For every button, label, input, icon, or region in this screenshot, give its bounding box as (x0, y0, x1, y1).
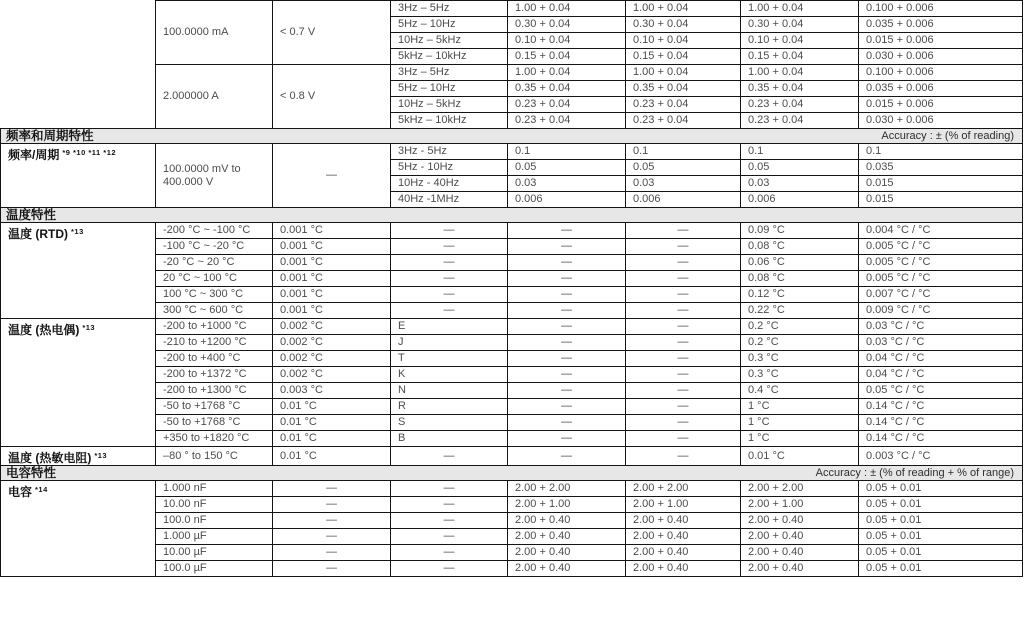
no-value-dash: — (391, 271, 508, 287)
frequency-range-cell: 3Hz - 5Hz (391, 144, 508, 160)
no-value-dash: — (626, 239, 741, 255)
no-value-dash: — (508, 415, 626, 431)
no-value-dash: — (626, 351, 741, 367)
range-cell: -210 to +1200 °C (156, 335, 273, 351)
no-value-dash: — (626, 447, 741, 466)
table-cell: 0.001 °C (273, 255, 391, 271)
no-value-dash: — (508, 255, 626, 271)
range-cell: 1.000 nF (156, 481, 273, 497)
table-cell: 0.002 °C (273, 319, 391, 335)
table-cell: 0.04 °C / °C (859, 351, 1023, 367)
thermocouple-type-cell: B (391, 431, 508, 447)
no-value-dash: — (626, 319, 741, 335)
no-value-dash: — (626, 415, 741, 431)
no-value-dash: — (508, 271, 626, 287)
table-cell: 0.15 + 0.04 (626, 49, 741, 65)
no-value-dash: — (508, 303, 626, 319)
table-cell: 1 °C (741, 399, 859, 415)
table-cell: 0.004 °C / °C (859, 223, 1023, 239)
table-row (1, 481, 1023, 497)
table-row (1, 447, 1023, 466)
table-cell: 2.00 + 0.40 (741, 561, 859, 577)
table-cell: 0.06 °C (741, 255, 859, 271)
table-cell: 0.01 °C (273, 431, 391, 447)
table-cell: 2.00 + 0.40 (508, 561, 626, 577)
table-row (1, 223, 1023, 239)
table-cell: 1 °C (741, 415, 859, 431)
section-band-content (6, 467, 1017, 480)
table-cell: 1.00 + 0.04 (741, 65, 859, 81)
no-value-dash: — (508, 223, 626, 239)
table-cell: 0.035 + 0.006 (859, 81, 1023, 97)
table-cell: 0.01 °C (741, 447, 859, 466)
footnote-ref: *14 (35, 485, 48, 494)
table-cell: 0.015 (859, 176, 1023, 192)
table-cell: 0.003 °C / °C (859, 447, 1023, 466)
table-cell: 0.05 (741, 160, 859, 176)
no-value-dash: — (508, 447, 626, 466)
frequency-range-cell: 3Hz – 5Hz (391, 65, 508, 81)
no-value-dash: — (626, 255, 741, 271)
range-cell: 100 °C ~ 300 °C (156, 287, 273, 303)
no-value-dash: — (626, 367, 741, 383)
table-cell: 0.001 °C (273, 223, 391, 239)
table-cell: 0.015 + 0.006 (859, 97, 1023, 113)
section-title: 频率和周期特性 (6, 128, 94, 143)
table-cell: 1.00 + 0.04 (508, 65, 626, 81)
no-value-dash: — (626, 287, 741, 303)
table-cell: 0.15 + 0.04 (741, 49, 859, 65)
no-value-dash: — (391, 255, 508, 271)
table-cell: 0.05 + 0.01 (859, 513, 1023, 529)
frequency-range-cell: 5kHz – 10kHz (391, 113, 508, 129)
table-cell: 0.1 (741, 144, 859, 160)
table-cell: 0.23 + 0.04 (626, 97, 741, 113)
table-cell: 0.2 °C (741, 335, 859, 351)
table-cell: 2.00 + 0.40 (741, 513, 859, 529)
thermocouple-type-cell: N (391, 383, 508, 399)
no-value-dash: — (508, 383, 626, 399)
section-band-cell (1, 466, 1023, 481)
row-label: 温度 (RTD) $^{*13}$ (1, 223, 156, 319)
table-cell: 0.03 °C / °C (859, 335, 1023, 351)
table-cell: 2.00 + 0.40 (626, 545, 741, 561)
table-cell: 0.05 + 0.01 (859, 481, 1023, 497)
no-value-dash: — (273, 481, 391, 497)
range-cell: -50 to +1768 °C (156, 399, 273, 415)
no-value-dash: — (626, 383, 741, 399)
table-cell: 0.23 + 0.04 (508, 113, 626, 129)
table-cell: 0.05 + 0.01 (859, 497, 1023, 513)
table-cell: 0.10 + 0.04 (741, 33, 859, 49)
table-cell: 0.002 °C (273, 335, 391, 351)
section-band-cell (1, 208, 1023, 223)
table-cell: 0.001 °C (273, 303, 391, 319)
table-cell: 0.35 + 0.04 (741, 81, 859, 97)
table-cell: 0.1 (626, 144, 741, 160)
table-cell: 0.05 + 0.01 (859, 529, 1023, 545)
table-cell: 2.00 + 0.40 (626, 513, 741, 529)
table-cell: 0.003 °C (273, 383, 391, 399)
table-cell: 0.035 + 0.006 (859, 17, 1023, 33)
table-cell: 0.35 + 0.04 (626, 81, 741, 97)
table-cell: 0.30 + 0.04 (626, 17, 741, 33)
no-value-dash: — (391, 447, 508, 466)
section-band-row (1, 466, 1023, 481)
no-value-dash: — (391, 529, 508, 545)
no-value-dash: — (273, 513, 391, 529)
table-cell: 0.23 + 0.04 (626, 113, 741, 129)
frequency-range-cell: 40Hz -1MHz (391, 192, 508, 208)
table-cell: 0.002 °C (273, 367, 391, 383)
frequency-range-cell: 10Hz – 5kHz (391, 33, 508, 49)
table-cell: 0.4 °C (741, 383, 859, 399)
table-cell: 0.1 (508, 144, 626, 160)
table-cell: 2.00 + 0.40 (741, 545, 859, 561)
table-cell: 0.005 °C / °C (859, 239, 1023, 255)
table-cell: 0.100 + 0.006 (859, 65, 1023, 81)
footnote-ref: *9 *10 *11 *12 (62, 148, 117, 157)
no-value-dash: — (391, 303, 508, 319)
table-cell: 0.14 °C / °C (859, 399, 1023, 415)
empty-continuation-cell (1, 1, 156, 129)
table-cell: 0.2 °C (741, 319, 859, 335)
table-cell: 0.006 (741, 192, 859, 208)
table-cell: 2.00 + 2.00 (508, 481, 626, 497)
no-value-dash: — (391, 561, 508, 577)
range-cell: -200 to +1000 °C (156, 319, 273, 335)
table-cell: 2.00 + 2.00 (741, 481, 859, 497)
frequency-range-cell: 10Hz – 5kHz (391, 97, 508, 113)
no-value-dash: — (273, 561, 391, 577)
frequency-range-cell: 10Hz - 40Hz (391, 176, 508, 192)
table-cell: 0.009 °C / °C (859, 303, 1023, 319)
table-cell: 0.001 °C (273, 287, 391, 303)
table-cell: 0.015 + 0.006 (859, 33, 1023, 49)
table-cell: 0.030 + 0.006 (859, 113, 1023, 129)
table-cell: 0.08 °C (741, 271, 859, 287)
row-label: 电容 $^{*14}$ (1, 481, 156, 577)
no-value-dash: — (391, 481, 508, 497)
frequency-range-cell: 5Hz – 10Hz (391, 17, 508, 33)
table-row (1, 319, 1023, 335)
thermocouple-type-cell: J (391, 335, 508, 351)
burden-voltage-cell: < 0.7 V (273, 1, 391, 65)
row-label: 温度 (热电偶) $^{*13}$ (1, 319, 156, 447)
table-cell: 0.08 °C (741, 239, 859, 255)
table-cell: 0.01 °C (273, 447, 391, 466)
table-cell: 2.00 + 0.40 (741, 529, 859, 545)
table-cell: 0.005 °C / °C (859, 271, 1023, 287)
footnote-ref: *13 (82, 323, 96, 332)
table-cell: 0.002 °C (273, 351, 391, 367)
frequency-range-cell: 5Hz - 10Hz (391, 160, 508, 176)
table-cell: 0.09 °C (741, 223, 859, 239)
table-cell: 0.001 °C (273, 271, 391, 287)
table-cell: 2.00 + 1.00 (508, 497, 626, 513)
table-row (1, 1, 1023, 17)
table-cell: 0.05 + 0.01 (859, 561, 1023, 577)
table-cell: 0.30 + 0.04 (508, 17, 626, 33)
table-cell: 0.03 (741, 176, 859, 192)
table-cell: 0.15 + 0.04 (508, 49, 626, 65)
range-cell: 100.0000 mV to 400.000 V (156, 144, 273, 208)
no-value-dash: — (273, 144, 391, 208)
no-value-dash: — (508, 335, 626, 351)
section-band-content (6, 130, 1017, 143)
thermocouple-type-cell: K (391, 367, 508, 383)
no-value-dash: — (391, 497, 508, 513)
range-cell: -200 °C ~ -100 °C (156, 223, 273, 239)
row-label: 频率/周期 $^{*9 *10 *11 *12}$ (1, 144, 156, 208)
section-band-content (6, 209, 1017, 222)
table-cell: 2.00 + 0.40 (508, 545, 626, 561)
no-value-dash: — (391, 239, 508, 255)
section-band-row (1, 129, 1023, 144)
table-cell: 0.04 °C / °C (859, 367, 1023, 383)
row-label: 温度 (热敏电阻) $^{*13}$ (1, 447, 156, 466)
no-value-dash: — (273, 545, 391, 561)
table-cell: 1.00 + 0.04 (508, 1, 626, 17)
table-cell: 0.030 + 0.006 (859, 49, 1023, 65)
table-cell: 0.12 °C (741, 287, 859, 303)
table-cell: 0.3 °C (741, 367, 859, 383)
range-cell: 2.000000 A (156, 65, 273, 129)
table-cell: 0.3 °C (741, 351, 859, 367)
table-cell: 2.00 + 1.00 (626, 497, 741, 513)
table-cell: 0.005 °C / °C (859, 255, 1023, 271)
table-cell: 0.05 (626, 160, 741, 176)
spec-table-body (1, 1, 1023, 577)
table-cell: 0.10 + 0.04 (508, 33, 626, 49)
table-cell: 0.035 (859, 160, 1023, 176)
no-value-dash: — (391, 223, 508, 239)
range-cell: -200 to +400 °C (156, 351, 273, 367)
table-cell: 0.05 (508, 160, 626, 176)
no-value-dash: — (626, 303, 741, 319)
table-cell: 2.00 + 1.00 (741, 497, 859, 513)
table-cell: 2.00 + 0.40 (626, 529, 741, 545)
thermocouple-type-cell: E (391, 319, 508, 335)
no-value-dash: — (508, 239, 626, 255)
table-row (1, 144, 1023, 160)
table-cell: 0.03 °C / °C (859, 319, 1023, 335)
table-cell: 0.22 °C (741, 303, 859, 319)
table-cell: 0.006 (508, 192, 626, 208)
no-value-dash: — (626, 335, 741, 351)
no-value-dash: — (508, 319, 626, 335)
frequency-range-cell: 5kHz – 10kHz (391, 49, 508, 65)
range-cell: 100.0 µF (156, 561, 273, 577)
range-cell: 10.00 µF (156, 545, 273, 561)
table-cell: 0.03 (508, 176, 626, 192)
table-cell: 2.00 + 2.00 (626, 481, 741, 497)
no-value-dash: — (508, 367, 626, 383)
table-cell: 0.23 + 0.04 (508, 97, 626, 113)
no-value-dash: — (626, 431, 741, 447)
range-cell: -20 °C ~ 20 °C (156, 255, 273, 271)
thermocouple-type-cell: T (391, 351, 508, 367)
section-title: 电容特性 (6, 465, 57, 480)
table-cell: 1 °C (741, 431, 859, 447)
table-cell: 0.001 °C (273, 239, 391, 255)
table-cell: 2.00 + 0.40 (508, 513, 626, 529)
no-value-dash: — (273, 497, 391, 513)
no-value-dash: — (391, 513, 508, 529)
accuracy-note: Accuracy : ± (% of reading + % of range) (815, 466, 1014, 479)
table-cell: 2.00 + 0.40 (626, 561, 741, 577)
range-cell: 1.000 µF (156, 529, 273, 545)
thermocouple-type-cell: S (391, 415, 508, 431)
range-cell: -200 to +1300 °C (156, 383, 273, 399)
no-value-dash: — (273, 529, 391, 545)
table-cell: 0.007 °C / °C (859, 287, 1023, 303)
table-cell: 0.015 (859, 192, 1023, 208)
table-cell: 0.05 °C / °C (859, 383, 1023, 399)
table-cell: 0.05 + 0.01 (859, 545, 1023, 561)
range-cell: 300 °C ~ 600 °C (156, 303, 273, 319)
table-cell: 0.35 + 0.04 (508, 81, 626, 97)
no-value-dash: — (626, 271, 741, 287)
accuracy-note: Accuracy : ± (% of reading) (881, 129, 1014, 142)
table-cell: 0.23 + 0.04 (741, 113, 859, 129)
no-value-dash: — (508, 351, 626, 367)
footnote-ref: *13 (94, 451, 108, 460)
table-cell: 0.14 °C / °C (859, 415, 1023, 431)
burden-voltage-cell: < 0.8 V (273, 65, 391, 129)
thermocouple-type-cell: R (391, 399, 508, 415)
table-cell: 0.30 + 0.04 (741, 17, 859, 33)
table-cell: 0.006 (626, 192, 741, 208)
table-cell: 2.00 + 0.40 (508, 529, 626, 545)
table-cell: 1.00 + 0.04 (626, 1, 741, 17)
range-cell: +350 to +1820 °C (156, 431, 273, 447)
table-cell: 0.100 + 0.006 (859, 1, 1023, 17)
no-value-dash: — (508, 287, 626, 303)
no-value-dash: — (626, 223, 741, 239)
no-value-dash: — (626, 399, 741, 415)
table-cell: 1.00 + 0.04 (626, 65, 741, 81)
frequency-range-cell: 5Hz – 10Hz (391, 81, 508, 97)
range-cell: -100 °C ~ -20 °C (156, 239, 273, 255)
table-cell: 0.10 + 0.04 (626, 33, 741, 49)
no-value-dash: — (391, 545, 508, 561)
frequency-range-cell: 3Hz – 5Hz (391, 1, 508, 17)
range-cell: –80 ° to 150 °C (156, 447, 273, 466)
range-cell: 20 °C ~ 100 °C (156, 271, 273, 287)
range-cell: 100.0 nF (156, 513, 273, 529)
range-cell: 10.00 nF (156, 497, 273, 513)
section-band-cell (1, 129, 1023, 144)
table-cell: 0.14 °C / °C (859, 431, 1023, 447)
table-cell: 0.23 + 0.04 (741, 97, 859, 113)
section-title: 温度特性 (6, 207, 57, 222)
table-cell: 0.01 °C (273, 415, 391, 431)
table-cell: 0.03 (626, 176, 741, 192)
range-cell: 100.0000 mA (156, 1, 273, 65)
no-value-dash: — (391, 287, 508, 303)
footnote-ref: *13 (71, 227, 84, 236)
table-cell: 0.1 (859, 144, 1023, 160)
range-cell: -200 to +1372 °C (156, 367, 273, 383)
section-band-row (1, 208, 1023, 223)
range-cell: -50 to +1768 °C (156, 415, 273, 431)
no-value-dash: — (508, 431, 626, 447)
table-cell: 1.00 + 0.04 (741, 1, 859, 17)
no-value-dash: — (508, 399, 626, 415)
table-cell: 0.01 °C (273, 399, 391, 415)
